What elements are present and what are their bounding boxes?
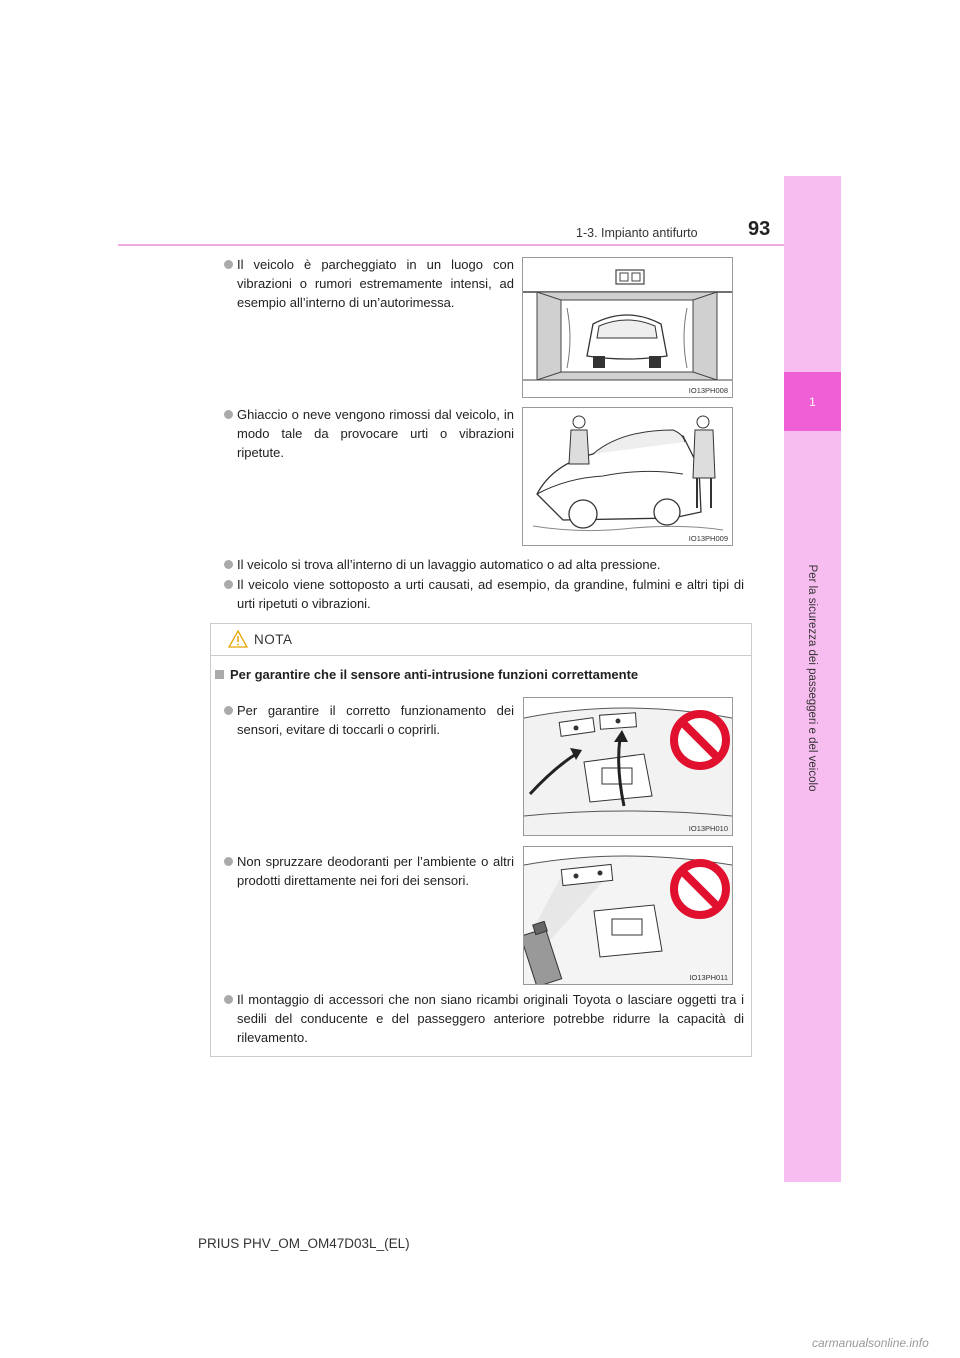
snow-removal-illustration [523,408,732,545]
list-item: Il veicolo viene sottoposto a urti causati, ad esempio, da grandine, fulmini e altri tipi di urti ripetuti o vibrazioni. [224,575,744,613]
chapter-number: 1 [809,394,816,409]
sensor-spray-illustration [524,847,732,984]
figure-code: IO13PH009 [688,534,728,543]
section-title: 1-3. Impianto antifurto [576,226,698,240]
warning-icon [228,630,248,648]
notice-label: NOTA [254,632,293,647]
list-item: Non spruzzare deodoranti per l’ambiente o altri prodotti direttamente nei fori dei sensori. [224,852,514,890]
figure-snow-removal [522,407,733,546]
notice-heading: Per garantire che il sensore anti-intrusione funzioni correttamente [215,667,638,682]
document-code: PRIUS PHV_OM_OM47D03L_(EL) [198,1236,410,1251]
notice-header [211,624,751,656]
header-rule [118,244,784,246]
list-item: Il montaggio di accessori che non siano ricambi originali Toyota o lasciare oggetti tra i sedili del conducente e del passeggero anteriore potrebbe ridurre la capacità di rilevamento. [224,990,744,1047]
bullet-icon [224,560,233,569]
list-item: Ghiaccio o neve vengono rimossi dal veicolo, in modo tale da provocare urti o vibrazioni ripetute. [224,405,514,462]
figure-code: IO13PH011 [689,973,728,982]
list-item: Il veicolo si trova all’interno di un lavaggio automatico o ad alta pressione. [224,555,744,574]
watermark: carmanualsonline.info [812,1336,929,1350]
bullet-icon [224,857,233,866]
bullet-icon [224,260,233,269]
bullet-icon [224,580,233,589]
figure-code: IO13PH008 [688,386,728,395]
garage-illustration [523,258,732,397]
figure-garage [522,257,733,398]
figure-sensor-touch [523,697,733,836]
bullet-icon [224,995,233,1004]
bullet-icon [224,410,233,419]
chapter-tab[interactable] [784,372,841,431]
figure-code: IO13PH010 [688,824,728,833]
list-item: Per garantire il corretto funzionamento dei sensori, evitare di toccarli o coprirli. [224,701,514,739]
figure-sensor-spray [523,846,733,985]
sensor-touch-illustration [524,698,732,835]
list-item: Il veicolo è parcheggiato in un luogo con vibrazioni o rumori estremamente intensi, ad esempio all’interno di un’autorimessa. [224,255,514,312]
chapter-title: Per la sicurezza dei passeggeri e del veicolo [806,564,818,792]
page-number: 93 [748,218,771,240]
bullet-icon [224,706,233,715]
square-bullet-icon [215,670,224,679]
